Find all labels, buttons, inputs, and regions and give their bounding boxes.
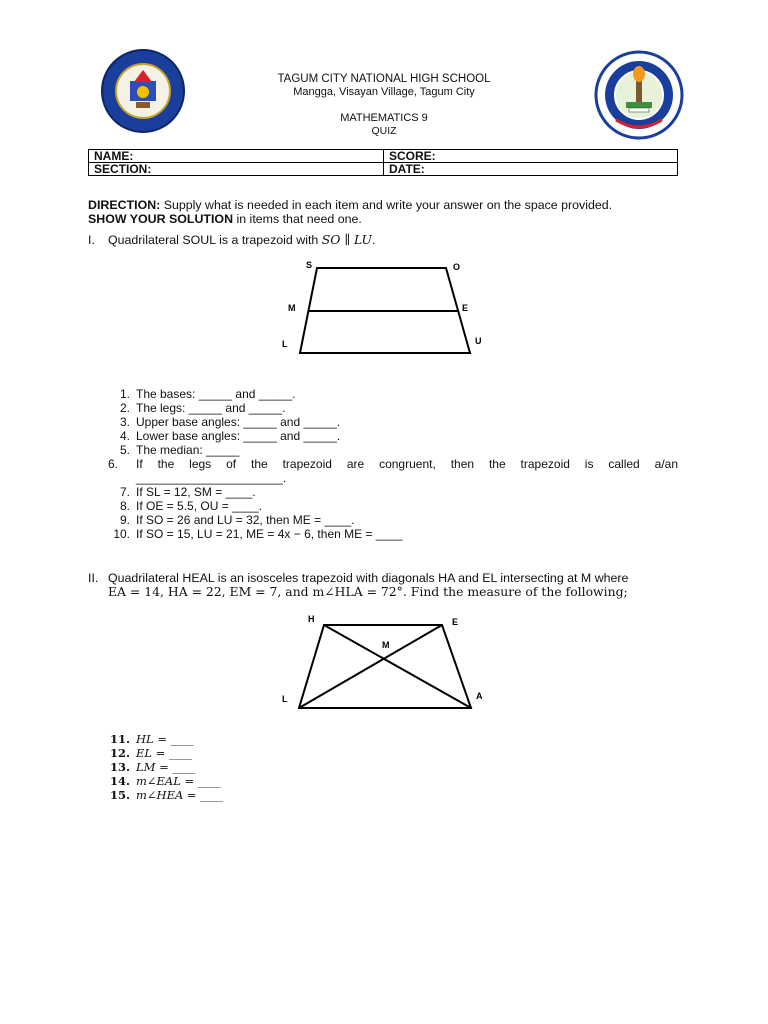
list-item: 1. The bases: _____ and _____. <box>119 387 296 401</box>
label-e2: E <box>452 617 459 627</box>
part2-roman: II. <box>88 571 99 585</box>
score-field[interactable] <box>384 150 678 163</box>
label-o: O <box>453 262 461 272</box>
list-item: 3. Upper base angles: _____ and _____. <box>119 415 341 429</box>
label-e: E <box>462 303 469 313</box>
list-item: ______________________. <box>136 471 287 485</box>
list-item: 14. m∠EAL = ____ <box>109 774 221 788</box>
list-item: 13. LM = ____ <box>109 760 196 774</box>
show-solution-label: SHOW YOUR SOLUTION <box>88 212 234 226</box>
list-item: 4. Lower base angles: _____ and _____. <box>119 429 341 443</box>
list-item: 9. If SO = 26 and LU = 32, then ME = ____. <box>119 513 355 527</box>
direction-text: Supply what is needed in each item and write your answer on the space provided. <box>160 198 613 212</box>
score-label: SCORE: <box>389 149 436 163</box>
part2-statement <box>88 571 688 599</box>
list-item: 15. m∠HEA = ____ <box>109 788 224 802</box>
part2-items <box>108 732 408 802</box>
subject-title: MATHEMATICS 9 <box>340 112 428 124</box>
label-m: M <box>288 303 296 313</box>
list-item: 5. The median: _____ <box>119 443 240 457</box>
part1-roman: I. <box>88 233 95 247</box>
part1-math: SO ∥ LU <box>321 232 372 247</box>
label-h: H <box>308 614 315 624</box>
list-item: 2. The legs: _____ and _____. <box>119 401 286 415</box>
list-item: 6. If the legs of the trapezoid are congruent, then the trapezoid is called a/an <box>108 457 678 471</box>
label-u: U <box>475 336 482 346</box>
label-l2: L <box>282 694 288 704</box>
part2-line2: EA = 14, HA = 22, EM = 7, and m∠HLA = 72°. Find the measure of the following; <box>108 584 628 599</box>
name-label: NAME: <box>94 149 134 163</box>
quiz-title: QUIZ <box>371 125 397 137</box>
list-item: 12. EL = ____ <box>109 746 192 760</box>
school-address: Mangga, Visayan Village, Tagum City <box>293 86 475 98</box>
part1-text: Quadrilateral SOUL is a trapezoid with <box>108 233 322 247</box>
trapezoid-soul-diagram <box>270 252 500 362</box>
list-item: 7. If SL = 12, SM = ____. <box>119 485 256 499</box>
date-label: DATE: <box>389 162 425 176</box>
direction-block <box>88 198 688 226</box>
part2-line1: Quadrilateral HEAL is an isosceles trapezoid with diagonals HA and EL intersecting at M where <box>108 571 629 585</box>
label-m2: M <box>382 640 390 650</box>
label-l: L <box>282 339 288 349</box>
section-label: SECTION: <box>94 162 152 176</box>
list-item: 8. If OE = 5.5, OU = ____. <box>119 499 263 513</box>
section-field[interactable] <box>89 163 384 176</box>
name-field[interactable] <box>89 150 384 163</box>
part1-items <box>108 387 688 541</box>
date-field[interactable] <box>384 163 678 176</box>
school-name: TAGUM CITY NATIONAL HIGH SCHOOL <box>277 73 491 85</box>
list-item: 10. If SO = 15, LU = 21, ME = 4x − 6, then ME = ____ <box>113 527 403 541</box>
student-info-table <box>88 149 678 176</box>
part1-statement <box>88 233 688 247</box>
list-item: 11. HL = ____ <box>109 732 194 746</box>
direction-label: DIRECTION: <box>88 198 161 212</box>
label-s: S <box>306 260 313 270</box>
label-a: A <box>476 691 483 701</box>
show-solution-text: in items that need one. <box>233 212 362 226</box>
trapezoid-heal-diagram <box>270 610 500 715</box>
part1-end: . <box>371 233 376 247</box>
